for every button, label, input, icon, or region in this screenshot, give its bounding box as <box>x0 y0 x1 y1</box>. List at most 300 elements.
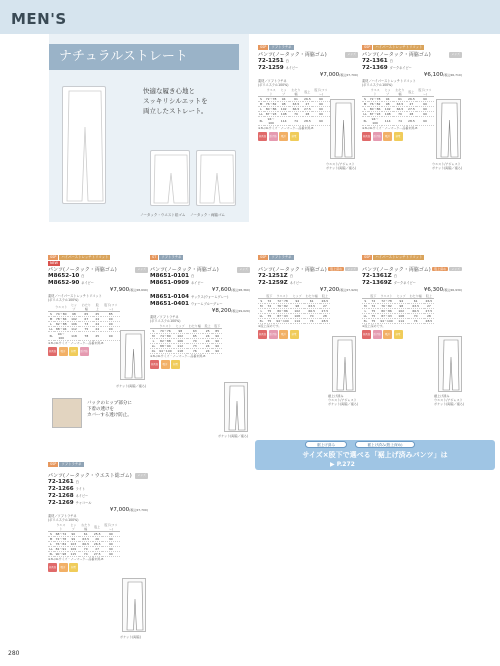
table-cell: 3L <box>48 331 54 340</box>
table-cell: 26.5 <box>408 96 415 101</box>
table-cell: 66.5 <box>79 541 93 546</box>
table-cell: 25 <box>203 328 213 333</box>
pants-sketch-c3 <box>120 330 145 380</box>
table-cell: 74〜80 <box>55 311 67 316</box>
table-cell: 75 <box>265 309 274 314</box>
table-cell: M <box>362 304 369 309</box>
table-cell: 90 <box>101 326 120 331</box>
antibacterial-icon: 制菌加工 <box>362 132 371 141</box>
table-row <box>48 331 120 340</box>
sweat-absorb-icon: 吸汗 <box>59 563 68 572</box>
table-cell: 67 <box>79 316 93 321</box>
table-cell: 72〜78 <box>369 96 381 101</box>
table-cell: 90〜98 <box>55 551 67 556</box>
table-cell: 61 <box>79 531 93 536</box>
table-cell: 80〜86 <box>274 309 291 314</box>
table-cell: 61 <box>289 96 303 101</box>
table-row <box>48 536 120 541</box>
table-cell: 90 <box>102 551 120 556</box>
table-header-cell: ウエスト <box>274 294 291 299</box>
pants-detail-illustration <box>151 151 191 207</box>
table-cell: 90 <box>312 106 330 111</box>
table-cell: 65 <box>187 333 203 338</box>
table-cell: 88〜94 <box>55 326 67 331</box>
table-cell: 94〜100 <box>157 348 174 353</box>
pants-outline-icon <box>121 331 146 381</box>
table-header-row <box>48 303 120 312</box>
table-row <box>48 321 120 326</box>
table-row <box>258 96 330 101</box>
table-header-cell: 股上 <box>204 323 211 328</box>
hero-title: ナチュラルストレート <box>49 44 239 70</box>
table-cell: 73 <box>187 343 203 348</box>
table-cell: 94 <box>382 96 393 101</box>
table-cell: LL <box>363 111 367 116</box>
table-header-cell: ヒップ <box>175 323 185 328</box>
table-cell: 112 <box>174 343 187 348</box>
table-cell: L <box>48 541 54 546</box>
table-cell: 94〜100 <box>378 319 395 324</box>
table-row <box>258 111 330 116</box>
table-header-cell: 股下 <box>214 323 221 328</box>
table-cell: 76 <box>187 348 203 353</box>
table-cell: 72〜78 <box>55 536 67 541</box>
anti-see-through-icon: 透け防止 <box>373 330 382 339</box>
table-cell: 87〜93 <box>369 111 381 116</box>
table-cell: S <box>48 531 54 536</box>
pants-sketch-c5 <box>332 336 356 392</box>
table-header-row <box>48 523 120 532</box>
table-cell: LL <box>49 546 53 551</box>
table-cell: S <box>362 299 369 304</box>
table-row <box>362 101 434 106</box>
table-cell: 28 <box>407 111 416 116</box>
size-table <box>48 303 120 341</box>
antibacterial-icon: 制菌加工 <box>48 563 57 572</box>
table-cell: 26.5 <box>321 299 329 303</box>
table-header-cell: わたり幅 <box>79 303 93 312</box>
table-cell: 74 <box>79 551 93 556</box>
promo-text: サイズ×股下で選べる「裾上げ済みパンツ」は <box>302 451 448 459</box>
table-header-cell: ヒップ <box>382 88 393 97</box>
pants-sketch-c2 <box>436 99 461 159</box>
table-header-cell: 股上 <box>424 294 434 299</box>
table-cell: 80〜86 <box>369 106 381 111</box>
table-cell: 70 <box>187 338 203 343</box>
antibacterial-icon: 制菌加工 <box>362 330 371 339</box>
table-cell: 90 <box>212 338 222 343</box>
table-cell: 74 <box>289 116 303 125</box>
product-card-M8652: SSP ハイパーストレッチトリコット NEW パンツ(ノータック・両脇ゴム) メンズ M8652-10 白 M8652-90 ネイビー ¥7,900(税込¥8,690) 素材／ハイパーストレッチトリコット (ポリエステル100%) ウエスト ヒップ わたり幅 股上 股下(フリー) S 74〜80 98 65 25 85 M 78〜84 102 67 24 90 L 82〜88 106 73 24 90 LL 88〜94 112 75 24 90 3L 94〜100 118 78 25 90 ※3L/4Lサイズ・ノーマーク…品番末尾-B 制菌加工 吸汗 制電 透け防止 <box>48 255 148 362</box>
table-cell: 94 <box>278 96 289 101</box>
table-row <box>48 551 120 556</box>
table-cell: 102 <box>382 106 393 111</box>
table-cell: 90 <box>101 331 120 340</box>
size-table <box>258 88 330 126</box>
header-bar <box>0 0 500 34</box>
table-cell: 94 <box>291 299 304 304</box>
table-cell: 70 <box>289 111 303 116</box>
pill-hemmed-deep: 裾上げ済み(股上深め) <box>355 441 415 448</box>
product-card-72-1361Z: SSP ハイパーストレッチトリコット パンツ(ノータック・両脇ゴム) 股上深め メンズ 72-1361Z 白 72-1369Z ダークネイビー ¥6,300(税込¥6,930) 股下 ウエスト ヒップ わたり幅 股上 S 72 72〜78 94 61 26.5 M 72 76〜82 98 63.5 27 L 75 80〜86 102 66.5 27.5 LL 75 87〜93 108 70 28 3L 75 94〜100 114 74 28.5 ※股上深めです。 制菌加工 透け防止 吸汗 制電 <box>362 255 462 345</box>
table-cell: 90 <box>101 316 120 321</box>
product-card-72-1361: SSP ハイパーストレッチトリコット パンツ(ノータック・両脇ゴム) メンズ 72-1361 白 72-1369 ダークネイビー ¥6,100(税込¥6,710) 素材／ハイパーストレッチトリコット (ポリエステル100%) ウエスト ヒップ わたり幅 股上 股下(フリー) S 72〜78 94 61 26.5 90 M 76〜82 98 63.5 27 90 L 80〜86 102 66.5 27.5 90 LL 87〜93 108 70 28 90 3L 94〜100 114 74 28.5 90 ※3L/4Lサイズ・ノーマーク…品番末尾-B 制菌加工 透け防止 吸汗 制電 <box>362 45 462 147</box>
table-cell: 72 <box>369 299 378 304</box>
table-cell: 90 <box>416 116 434 125</box>
table-cell: 75 <box>265 314 274 319</box>
table-cell: 90 <box>312 96 330 101</box>
table-cell: 28.5 <box>303 116 312 125</box>
see-through-callout: バックのヒップ部分に 下着の透けを カバーする透け防止。 <box>87 401 132 418</box>
table-cell: 90 <box>312 101 330 106</box>
promo-page-link[interactable]: ▶ P.272 <box>330 461 355 468</box>
table-cell: 27.5 <box>304 106 311 111</box>
antibacterial-icon: 制菌加工 <box>258 132 267 141</box>
anti-see-through-icon: 透け防止 <box>80 347 89 356</box>
table-cell: 98 <box>174 328 187 333</box>
table-cell: 3L <box>259 319 264 323</box>
table-cell: 90 <box>416 96 434 101</box>
table-row <box>258 106 330 111</box>
table-row <box>48 541 120 546</box>
table-cell: 90 <box>102 531 120 536</box>
table-cell: 102 <box>174 333 187 338</box>
table-cell: S <box>362 96 368 101</box>
table-header-cell: 股下(フリー) <box>416 88 434 97</box>
hero-caption-right: ノータック・両脇ゴム <box>190 213 225 217</box>
table-cell: M <box>363 101 367 106</box>
table-cell: 25.5 <box>93 531 101 536</box>
table-header-cell: ヒップ <box>396 294 406 298</box>
table-header-cell: わたり幅 <box>289 88 303 97</box>
sweat-absorb-icon: 吸汗 <box>383 132 392 141</box>
table-cell: 76〜82 <box>378 304 395 309</box>
table-header-cell: ウエスト <box>368 88 382 97</box>
antistatic-icon: 制電 <box>69 563 78 572</box>
table-cell: 28.5 <box>407 116 416 125</box>
table-cell: 94〜100 <box>264 116 278 125</box>
table-cell: 103 <box>68 541 79 546</box>
table-cell: 27 <box>303 101 312 106</box>
hero-copy: 快適な履き心地と スッキリシルエットを 両立したストレート。 <box>143 87 208 115</box>
table-cell: LL <box>363 314 368 318</box>
table-row <box>48 326 120 331</box>
table-cell: S <box>150 328 157 333</box>
table-cell: S <box>258 96 264 101</box>
table-row <box>362 106 434 111</box>
table-cell: 81〜91 <box>55 546 67 551</box>
white-pants-illustration <box>63 87 107 205</box>
table-cell: 28 <box>320 314 330 319</box>
table-cell: 106 <box>68 321 79 326</box>
table-cell: 90 <box>102 541 120 546</box>
table-cell: 74 <box>393 116 407 125</box>
table-cell: 27 <box>320 304 330 309</box>
hero-pant-image-2 <box>150 150 190 206</box>
table-cell: 27.5 <box>321 309 329 313</box>
table-cell: 90 <box>212 343 222 348</box>
table-cell: 114 <box>382 116 393 125</box>
table-cell: 28.5 <box>321 319 329 323</box>
table-cell: 94〜100 <box>54 331 68 340</box>
table-cell: 73 <box>79 321 93 326</box>
pill-hemmed: 裾上げ済み <box>305 441 347 448</box>
pants-outline-icon <box>123 579 147 633</box>
table-cell: 90 <box>101 321 120 326</box>
table-cell: LL <box>259 314 264 318</box>
table-cell: 63 <box>187 328 203 333</box>
table-header-cell: ヒップ <box>68 303 79 312</box>
table-cell: 70 <box>408 314 424 319</box>
table-header-cell: わたり幅 <box>187 324 203 329</box>
table-header-cell: 股上 <box>320 294 330 299</box>
table-cell: 26 <box>93 536 102 541</box>
table-header-cell: 股上 <box>93 303 101 312</box>
table-cell: 90 <box>416 106 434 111</box>
table-cell: 24 <box>93 321 101 326</box>
product-card-72-1261: SSP ソフトラチネ パンツ(ノータック・ウエスト総ゴム) メンズ 72-1261 白 72-1266 ライト 72-1268 ネイビー 72-1269 チャコール ¥7,000(税込¥7,700) 素材／ソフトラチネ (ポリエステル100%) ウエスト ヒップ わたり幅 股上 股下(フリー) S 68〜74 90 61 25.5 90 M 72〜78 99 63.5 26 90 L 76〜84 103 66.5 26.5 90 LL 81〜91 109 70 27 90 3L 90〜98 115 74 27.5 90 ※3L/4Lサイズ・ノーマーク…品番末尾-B 制菌加工 吸汗 制電 <box>48 462 148 578</box>
table-header-cell: ウエスト <box>157 324 174 329</box>
table-cell: 108 <box>382 111 393 116</box>
table-header-cell: ウエスト <box>264 88 278 97</box>
table-cell: 24 <box>93 316 101 321</box>
table-cell: 90 <box>102 536 120 541</box>
table-cell: 76〜82 <box>369 101 381 106</box>
table-cell: 61 <box>304 299 320 304</box>
table-cell: 70〜76 <box>157 328 174 333</box>
table-header-cell: 股上 <box>93 523 102 532</box>
table-cell: 102 <box>68 316 79 321</box>
table-cell: 106 <box>174 338 187 343</box>
pants-outline-icon <box>225 383 249 433</box>
table-cell: 98 <box>291 304 304 309</box>
table-cell: 65 <box>79 311 93 316</box>
table-cell: M <box>49 536 53 541</box>
table-cell: 90 <box>102 546 120 551</box>
pants-outline-icon <box>333 337 357 393</box>
table-cell: 72〜78 <box>378 299 395 304</box>
hero-pant-image-1 <box>62 86 106 204</box>
table-row <box>48 311 120 316</box>
table-cell: 63.5 <box>393 101 407 106</box>
table-cell: 25 <box>93 311 101 316</box>
table-cell: 90 <box>212 333 222 338</box>
table-cell: 102 <box>291 309 304 314</box>
table-cell: L <box>48 321 54 326</box>
table-header-cell: わたり幅 <box>408 294 424 299</box>
table-cell: 66.5 <box>393 106 407 111</box>
table-header-cell: 股下(フリー) <box>102 523 120 532</box>
size-table <box>362 294 434 324</box>
table-cell: 94〜100 <box>274 319 291 324</box>
table-cell: 82〜88 <box>55 321 67 326</box>
table-cell: 118 <box>68 331 79 340</box>
table-cell: 94〜100 <box>368 116 382 125</box>
table-cell: 72〜78 <box>274 299 291 304</box>
pants-sketch-c6 <box>438 336 462 392</box>
table-cell: 74 <box>304 319 320 324</box>
pants-sketch-c4 <box>224 382 248 432</box>
table-header-cell: 股上 <box>407 88 416 97</box>
table-row <box>362 111 434 116</box>
table-cell: 61 <box>393 96 407 101</box>
table-cell: 66.5 <box>289 106 303 111</box>
table-cell: M <box>150 333 157 338</box>
table-cell: 66.5 <box>408 309 424 314</box>
table-header-row <box>258 88 330 97</box>
table-cell: 90 <box>312 111 330 116</box>
table-cell: 114 <box>395 319 408 324</box>
table-cell: L <box>362 106 368 111</box>
table-cell: 75 <box>369 319 378 324</box>
table-row <box>258 101 330 106</box>
table-header-cell: わたり幅 <box>393 88 407 97</box>
table-cell: 27.5 <box>93 551 101 556</box>
hero-caption-left: ノータック・ウエスト総ゴム <box>140 213 186 217</box>
sweat-absorb-icon: 吸汗 <box>59 347 68 356</box>
table-row <box>48 316 120 321</box>
table-cell: 90 <box>416 111 434 116</box>
table-cell: 118 <box>174 348 187 353</box>
table-cell: 27.5 <box>408 106 415 111</box>
antibacterial-icon: 制菌加工 <box>48 347 57 356</box>
table-cell: 27 <box>424 304 434 309</box>
table-cell: 75 <box>79 326 93 331</box>
antistatic-icon: 制電 <box>69 347 78 356</box>
table-header-cell: ウエスト <box>378 294 395 299</box>
table-cell: 24 <box>203 333 213 338</box>
table-row <box>150 348 222 353</box>
table-cell: 75 <box>265 319 274 324</box>
table-cell: L <box>362 309 369 314</box>
product-card-72-1251: SSP ソフトラチネ パンツ(ノータック・両脇ゴム) メンズ 72-1251 白 72-1259 ネイビー ¥7,000(税込¥7,700) 素材／ソフトラチネ (ポリエステル100%) ウエスト ヒップ わたり幅 股上 股下(フリー) S 72〜78 94 61 26.5 90 M 76〜82 98 63.5 27 90 L 80〜86 102 66.5 27.5 90 LL 87〜93 108 70 28 90 3L 94〜100 114 74 28.5 90 ※3L/4Lサイズ・ノーマーク…品番末尾-B 制菌加工 透け防止 吸汗 制電 <box>258 45 358 147</box>
table-cell: 28 <box>424 314 434 319</box>
pants-sketch-c1 <box>330 99 355 159</box>
table-cell: 94 <box>395 299 408 304</box>
table-cell: 87〜93 <box>378 314 395 319</box>
table-row <box>48 546 120 551</box>
table-cell: 3L <box>49 551 53 556</box>
table-row <box>362 96 434 101</box>
anti-see-through-icon: 透け防止 <box>269 132 278 141</box>
table-cell: 68〜74 <box>55 531 67 536</box>
table-cell: 28 <box>303 111 312 116</box>
table-cell: 24 <box>203 343 213 348</box>
table-header-cell: 股下(フリー) <box>312 88 330 97</box>
table-cell: LL <box>151 343 156 348</box>
table-cell: 70 <box>393 111 407 116</box>
table-cell: 76〜84 <box>55 541 67 546</box>
page-number: 280 <box>8 650 20 657</box>
table-header-cell: わたり幅 <box>304 294 320 299</box>
table-cell: 27 <box>93 546 102 551</box>
table-cell: 72 <box>265 299 274 304</box>
hero-pant-image-3 <box>196 150 236 206</box>
table-cell: 66.5 <box>304 309 320 314</box>
table-cell: 74 <box>408 319 424 324</box>
table-cell: 78〜84 <box>55 316 67 321</box>
pants-outline-icon <box>437 100 462 160</box>
size-table <box>48 523 120 557</box>
table-cell: 3L <box>362 116 368 125</box>
table-cell: 75 <box>369 314 378 319</box>
table-cell: 80〜86 <box>265 106 277 111</box>
antistatic-icon: 制電 <box>171 360 180 369</box>
table-cell: 115 <box>68 551 79 556</box>
table-header-cell: 股下 <box>266 294 273 298</box>
table-cell: 74〜80 <box>157 333 174 338</box>
table-header-cell: 股下 <box>370 294 377 298</box>
table-cell: 26.5 <box>93 541 101 546</box>
table-cell: S <box>48 311 54 316</box>
pants-outline-icon <box>331 100 356 160</box>
table-cell: 87〜93 <box>274 314 291 319</box>
antistatic-icon: 制電 <box>290 132 299 141</box>
table-cell: 27 <box>407 101 416 106</box>
table-cell: 25 <box>93 331 101 340</box>
table-cell: L <box>258 309 265 314</box>
table-cell: 108 <box>291 314 304 319</box>
table-header-row <box>362 88 434 97</box>
table-cell: 63.5 <box>289 101 303 106</box>
see-through-fabric-photo <box>52 398 82 428</box>
table-cell: 26.5 <box>425 299 433 303</box>
antistatic-icon: 制電 <box>394 132 403 141</box>
product-card-72-1251Z: SSP ソフトラチネ パンツ(ノータック・両脇ゴム) 股上深め メンズ 72-1251Z 白 72-1259Z ネイビー ¥7,200(税込¥7,920) 股下 ウエスト ヒップ わたり幅 股上 S 72 72〜78 94 61 26.5 M 72 76〜82 98 63.5 27 L 75 80〜86 102 66.5 27.5 LL 75 87〜93 108 70 28 3L 75 94〜100 114 74 28.5 ※股上深めです。 制菌加工 透け防止 吸汗 制電 <box>258 255 358 345</box>
table-cell: 76〜82 <box>265 101 277 106</box>
size-table <box>258 294 330 324</box>
table-cell: 98 <box>395 304 408 309</box>
table-cell: 85 <box>212 328 222 333</box>
table-cell: 78 <box>79 331 93 340</box>
table-header-cell: 股下(フリー) <box>101 303 120 312</box>
table-cell: 76〜82 <box>274 304 291 309</box>
table-cell: 24 <box>203 338 213 343</box>
table-cell: 70 <box>304 314 320 319</box>
table-cell: 24 <box>203 348 213 353</box>
table-cell: 3L <box>363 319 368 323</box>
table-cell: 90 <box>212 348 222 353</box>
antibacterial-icon: 制菌加工 <box>150 360 159 369</box>
table-cell: M <box>49 316 53 321</box>
table-cell: S <box>258 299 265 304</box>
table-cell: 98 <box>278 101 289 106</box>
sweat-absorb-icon: 吸汗 <box>279 132 288 141</box>
table-header-cell: ヒップ <box>278 88 289 97</box>
table-cell: 72〜78 <box>265 96 277 101</box>
table-row <box>362 319 434 324</box>
table-cell: 114 <box>291 319 304 324</box>
table-cell: 72 <box>265 304 274 309</box>
table-cell: 90 <box>68 531 79 536</box>
table-cell: LL <box>49 326 53 331</box>
pants-sketch-c7 <box>122 578 146 632</box>
table-cell: 114 <box>278 116 289 125</box>
table-cell: 24 <box>93 326 101 331</box>
sweat-absorb-icon: 吸汗 <box>161 360 170 369</box>
table-cell: 90 <box>416 101 434 106</box>
table-header-cell: わたり幅 <box>79 523 93 532</box>
table-cell: M <box>258 304 265 309</box>
table-cell: 108 <box>278 111 289 116</box>
anti-see-through-icon: 透け防止 <box>269 330 278 339</box>
anti-see-through-icon: 透け防止 <box>373 132 382 141</box>
table-cell: 27.5 <box>425 309 433 313</box>
table-cell: 3L <box>258 116 264 125</box>
table-cell: 102 <box>395 309 408 314</box>
table-cell: 85 <box>101 311 120 316</box>
table-header-cell: ヒップ <box>68 523 79 532</box>
